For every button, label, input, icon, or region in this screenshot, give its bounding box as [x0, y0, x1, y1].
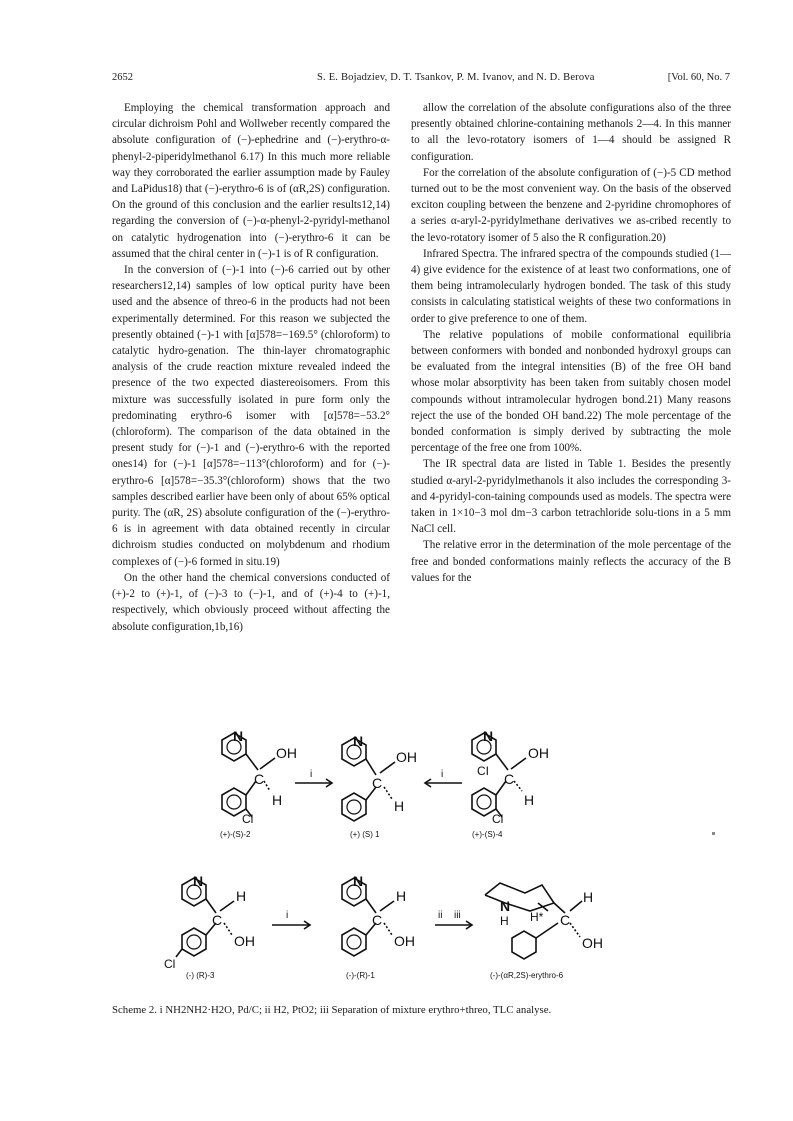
compound-label: (+) (S) 1	[350, 830, 380, 839]
atom-cl: Cl	[492, 812, 504, 826]
atom-cl-upper: CI	[477, 764, 489, 778]
paragraph: allow the correlation of the absolute configurations also of the three presently obtained chlorine-containing methanols 2—4. In this manner to all the levo-rotatory isomers of 1—4 should be assigned R configuration.	[411, 102, 731, 163]
atom-h: H	[236, 888, 247, 904]
atom-h: H	[524, 792, 535, 808]
paragraph: On the other hand the chemical conversions conducted of (+)-2 to (+)-1, of (−)-3 to (−)-1, and of (+)-4 to (+)-1, respectively, which obviously proceed without affecting the absolute configuration,1b,16)	[112, 571, 390, 633]
atom-h: H	[394, 798, 405, 814]
paragraph: The relative populations of mobile conformational equilibria between conformers with bonded and nonbonded hydroxyl groups can be evaluated from the integral intensities (B) of the free OH band whose molar absorptivity has been taken from suitably chosen model compounds without intramolecular hydrogen bond.21) Many reasons reject the use of the bonded OH band.22) The mole percentage of the bonded conformation is simply derived by subtracting the mole percentage of the free one from 100%.	[411, 328, 731, 455]
arrow-label-i: i	[441, 769, 444, 780]
atom-oh: OH	[528, 745, 549, 761]
arrow-label-i: i	[286, 910, 289, 921]
atom-n: N	[353, 733, 364, 749]
volume-info: [Vol. 60, No. 7	[667, 72, 730, 83]
reaction-scheme	[164, 725, 740, 1025]
atom-n: N	[193, 873, 204, 889]
running-header	[112, 72, 730, 88]
compound-label: (+)-(S)-2	[220, 830, 251, 839]
atom-oh: OH	[276, 745, 297, 761]
atom-h: H	[500, 914, 509, 928]
compound-label: (+)-(S)-4	[472, 830, 503, 839]
atom-c: C	[254, 771, 265, 787]
paragraph: Infrared Spectra. The infrared spectra of the compounds studied (1—4) give evidence for the existence of at least two conformations, one of them being intramolecularly hydrogen bonded. The task of this study consists in calculating statistical weights of these two conformations in order to give preference to one of them.	[411, 247, 731, 325]
left-column	[112, 100, 390, 635]
atom-n: N	[483, 728, 494, 744]
scheme-caption: Scheme 2. i NH2NH2·H2O, Pd/C; ii H2, PtO2; iii Separation of mixture erythro+threo, TLC analyse.	[112, 1004, 552, 1016]
atom-oh: OH	[394, 933, 415, 949]
arrow-label-iii: iii	[454, 910, 461, 921]
right-column	[411, 100, 731, 586]
atom-oh: OH	[396, 749, 417, 765]
atom-oh: OH	[582, 935, 603, 951]
paragraph: Employing the chemical transformation approach and circular dichroism Pohl and Wollweber recently compared the absolute configuration of (−)-ephedrine and (−)-erythro-α-phenyl-2-piperidylmethanol 6.17) In this much more reliable way they corroborated the earlier assumption made by Fauley and LaPidus18) that (−)-erythro-6 is of (αR,2S) configuration. On the ground of this conclusion and the earlier results12,14) regarding the conversion of (−)-α-phenyl-2-pyridyl-methanol on catalytic hydrogenation into (−)-erythro-6 it can be assumed that the chiral center in (−)-1 is of R configuration.	[112, 102, 390, 260]
atom-oh: OH	[234, 933, 255, 949]
running-authors: S. E. Bojadziev, D. T. Tsankov, P. M. Ivanov, and N. D. Berova	[317, 72, 595, 83]
paragraph: For the correlation of the absolute configuration of (−)-5 CD method turned out to be the most convenient way. On the basis of the observed exciton coupling between the benzene and 2-pyridine chromophores of a series α-aryl-2-pyridylmethane derivatives we as-cribed recently to the levo-rotatory isomer of 5 also the R configuration.20)	[411, 166, 731, 244]
atom-c: C	[372, 775, 383, 791]
print-mark	[712, 832, 715, 835]
atom-n: N	[233, 728, 244, 744]
atom-n: N	[500, 898, 511, 914]
paragraph: The IR spectral data are listed in Table 1. Besides the presently studied α-aryl-2-pyridylmethanols it also includes the corresponding 3- and 4-pyridyl-con-taining compounds used as models. The spectra were taken in 1×10−3 mol dm−3 carbon tetrachloride solu-tions in a 5 mm NaCl cell.	[411, 458, 731, 536]
paragraph: The relative error in the determination of the mole percentage of the free and bonded conformations mainly reflects the accuracy of the B values for the	[411, 539, 731, 584]
arrow-label-i: i	[310, 769, 313, 780]
paragraph: In the conversion of (−)-1 into (−)-6 carried out by other researchers12,14) samples of low optical purity have been used and the absence of threo-6 in the products had not been experimentally determined. For this reason we subjected the presently obtained (−)-1 with [α]578=−169.5° (chloroform) to catalytic hydro-genation. The thin-layer chromatographic analysis of the crude reaction mixture revealed indeed the presence of the two expected diastereoisomers. From this mixture was successfully isolated in pure form only the predominating erythro-6 isomer with [α]578=−53.2°(chloroform). The comparison of the data obtained in the present study for (−)-1 and (−)-erythro-6 with the reported ones14) for (−)-1 [α]578=−113°(chloroform) and for (−)-erythro-6 [α]578=−35.3°(chloroform) shows that the two samples described earlier have been only of about 65% optical purity. The (αR, 2S) absolute configuration of the (−)-erythro-6 is in agreement with data obtained recently in circular dichroism studies conducted on molybdenum and rhodium complexes of (−)-6 formed in situ.19)	[112, 264, 390, 568]
compound-label: (-) (R)-3	[186, 971, 215, 980]
atom-c: C	[560, 912, 571, 928]
atom-n: N	[353, 873, 364, 889]
compound-label: (-)-(R)-1	[346, 971, 375, 980]
atom-cl: Cl	[242, 812, 254, 826]
atom-h: H	[272, 792, 283, 808]
page-number: 2652	[112, 72, 133, 83]
compound-label: (-)-(αR,2S)-erythro-6	[490, 971, 564, 980]
atom-h: H	[583, 889, 594, 905]
atom-cl: Cl	[164, 957, 176, 971]
atom-h: H	[396, 888, 407, 904]
arrow-label-ii: ii	[438, 910, 443, 921]
atom-c: C	[372, 912, 383, 928]
atom-c: C	[212, 912, 223, 928]
atom-c: C	[504, 771, 515, 787]
atom-h-star: H*	[530, 910, 544, 924]
